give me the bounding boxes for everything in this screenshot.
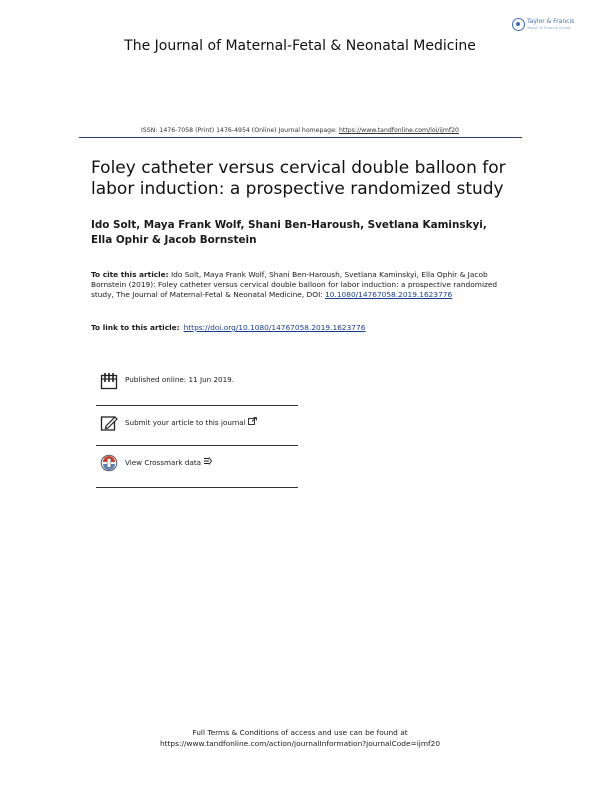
article-doi-url[interactable]: https://doi.org/10.1080/14767058.2019.1623776 bbox=[183, 323, 366, 332]
publisher-logo-icon bbox=[512, 18, 525, 31]
citation-text: Ido Solt, Maya Frank Wolf, Shani Ben-Haroush, Svetlana Kaminskyi, Ella Ophir & Jacob Bornstein (2019): Foley catheter versus cervical double balloon for labor induction: a prospective randomized study, The Journal of Maternal-Fetal & Neonatal Medicine, DOI: bbox=[91, 270, 498, 299]
calendar-icon bbox=[100, 372, 118, 390]
publisher-logo-subtext: Taylor & Francis Group bbox=[527, 26, 571, 30]
article-title: Foley catheter versus cervical double balloon for labor induction: a prospective randomized study bbox=[91, 158, 506, 199]
issn-text: ISSN: 1476-7058 (Print) 1476-4954 (Online) Journal homepage: bbox=[141, 127, 338, 134]
citation-label: To cite this article: bbox=[91, 270, 169, 279]
citation-doi-link[interactable]: 10.1080/14767058.2019.1623776 bbox=[325, 290, 453, 299]
article-authors: Ido Solt, Maya Frank Wolf, Shani Ben-Haroush, Svetlana Kaminskyi, Ella Ophir & Jacob Bornstein bbox=[91, 219, 487, 246]
submit-article-link[interactable] bbox=[96, 412, 301, 436]
crossmark-text bbox=[125, 457, 212, 467]
citation-block bbox=[91, 270, 511, 300]
divider bbox=[96, 405, 298, 406]
published-online-text: Published online: 11 Jun 2019. bbox=[125, 375, 235, 384]
crossmark-label: View Crossmark data bbox=[125, 458, 202, 467]
footer-terms-link[interactable]: https://www.tandfonline.com/action/journalInformation?journalCode=ijmf20 bbox=[159, 739, 441, 748]
publisher-logo[interactable] bbox=[512, 18, 582, 34]
journal-homepage-link[interactable]: https://www.tandfonline.com/loi/ijmf20 bbox=[338, 127, 459, 134]
submit-article-label: Submit your article to this journal bbox=[125, 418, 246, 427]
external-link-icon bbox=[203, 457, 212, 465]
divider bbox=[96, 487, 298, 488]
article-link-block bbox=[91, 323, 511, 333]
edit-icon bbox=[100, 414, 118, 432]
divider bbox=[96, 445, 298, 446]
header-divider bbox=[79, 137, 522, 138]
published-online-item bbox=[96, 370, 301, 394]
issn-line bbox=[0, 127, 600, 134]
crossmark-icon bbox=[100, 454, 118, 472]
crossmark-link[interactable] bbox=[96, 452, 301, 476]
footer-line-1: Full Terms & Conditions of access and use can be found at bbox=[192, 728, 408, 737]
external-link-icon bbox=[248, 417, 257, 425]
journal-title: The Journal of Maternal-Fetal & Neonatal Medicine bbox=[124, 38, 476, 54]
submit-article-text bbox=[125, 417, 257, 427]
article-link-label: To link to this article: bbox=[91, 323, 180, 332]
publisher-logo-text: Taylor & Francis bbox=[527, 18, 575, 25]
footer-terms bbox=[0, 727, 600, 749]
